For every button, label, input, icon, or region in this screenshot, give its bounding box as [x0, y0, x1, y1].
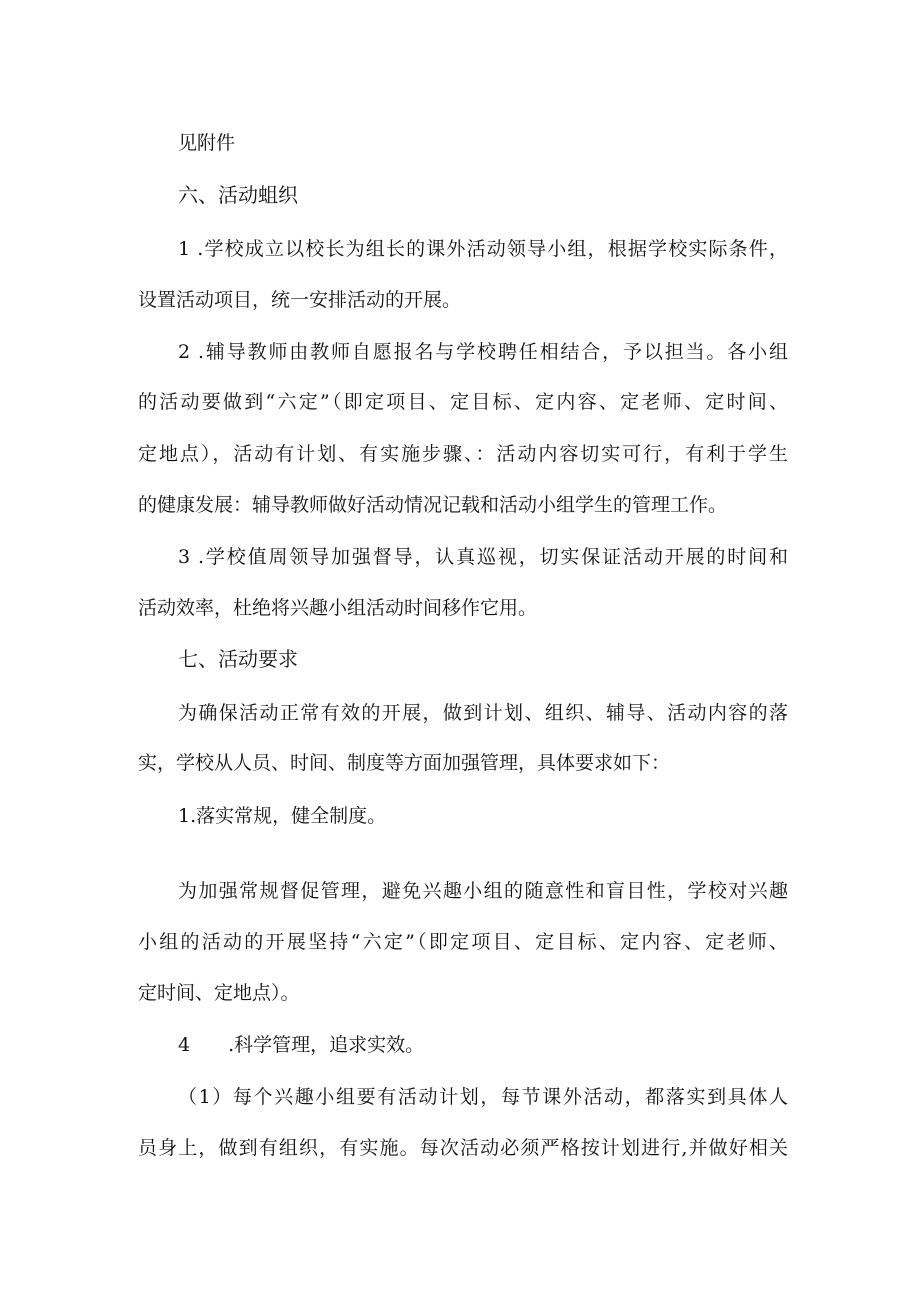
paragraph-line: 的活动要做到“六定”（即定项目、定目标、定内容、定老师、定时间、	[138, 391, 788, 413]
paragraph-line: 活动效率，杜绝将兴趣小组活动时间移作它用。	[138, 597, 538, 619]
paragraph-line: 定时间、定地点）。	[138, 982, 300, 1004]
paragraph-line: 为确保活动正常有效的开展，做到计划、组织、辅导、活动内容的落	[178, 702, 788, 724]
paragraph-line: 实，学校从人员、时间、制度等方面加强管理，具体要求如下：	[138, 752, 671, 774]
text-line-attachment: 见附件	[178, 132, 236, 154]
paragraph-line: 1 .学校成立以校长为组长的课外活动领导小组，根据学校实际条件，	[178, 238, 788, 260]
section-heading-7: 七、活动要求	[178, 647, 298, 671]
paragraph-line: （1）每个兴趣小组要有活动计划，每节课外活动，都落实到具体人	[178, 1086, 788, 1108]
paragraph-line: 的健康发展：辅导教师做好活动情况记载和活动小组学生的管理工作。	[138, 494, 728, 516]
paragraph-line: 小组的活动的开展坚持“六定”（即定项目、定目标、定内容、定老师、	[138, 931, 788, 953]
subheading-line: 4 .科学管理，追求实效。	[178, 1034, 425, 1056]
paragraph-line: 设置活动项目，统一安排活动的开展。	[138, 289, 462, 311]
subheading-line: 1.落实常规，健全制度。	[178, 805, 387, 827]
paragraph-line: 定地点），活动有计划、有实施步骤、：活动内容切实可行，有利于学生	[138, 443, 788, 465]
section-heading-6: 六、活动蛆织	[178, 183, 298, 207]
paragraph-line: 2 .辅导教师由教师自愿报名与学校聘任相结合，予以担当。各小组	[178, 341, 788, 363]
paragraph-line: 3 .学校值周领导加强督导，认真巡视，切实保证活动开展的时间和	[178, 546, 788, 568]
paragraph-line: 员身上，做到有组织，有实施。每次活动必须严格按计划进行,并做好相关	[138, 1137, 788, 1159]
paragraph-line: 为加强常规督促管理，避免兴趣小组的随意性和盲目性，学校对兴趣	[178, 880, 788, 902]
